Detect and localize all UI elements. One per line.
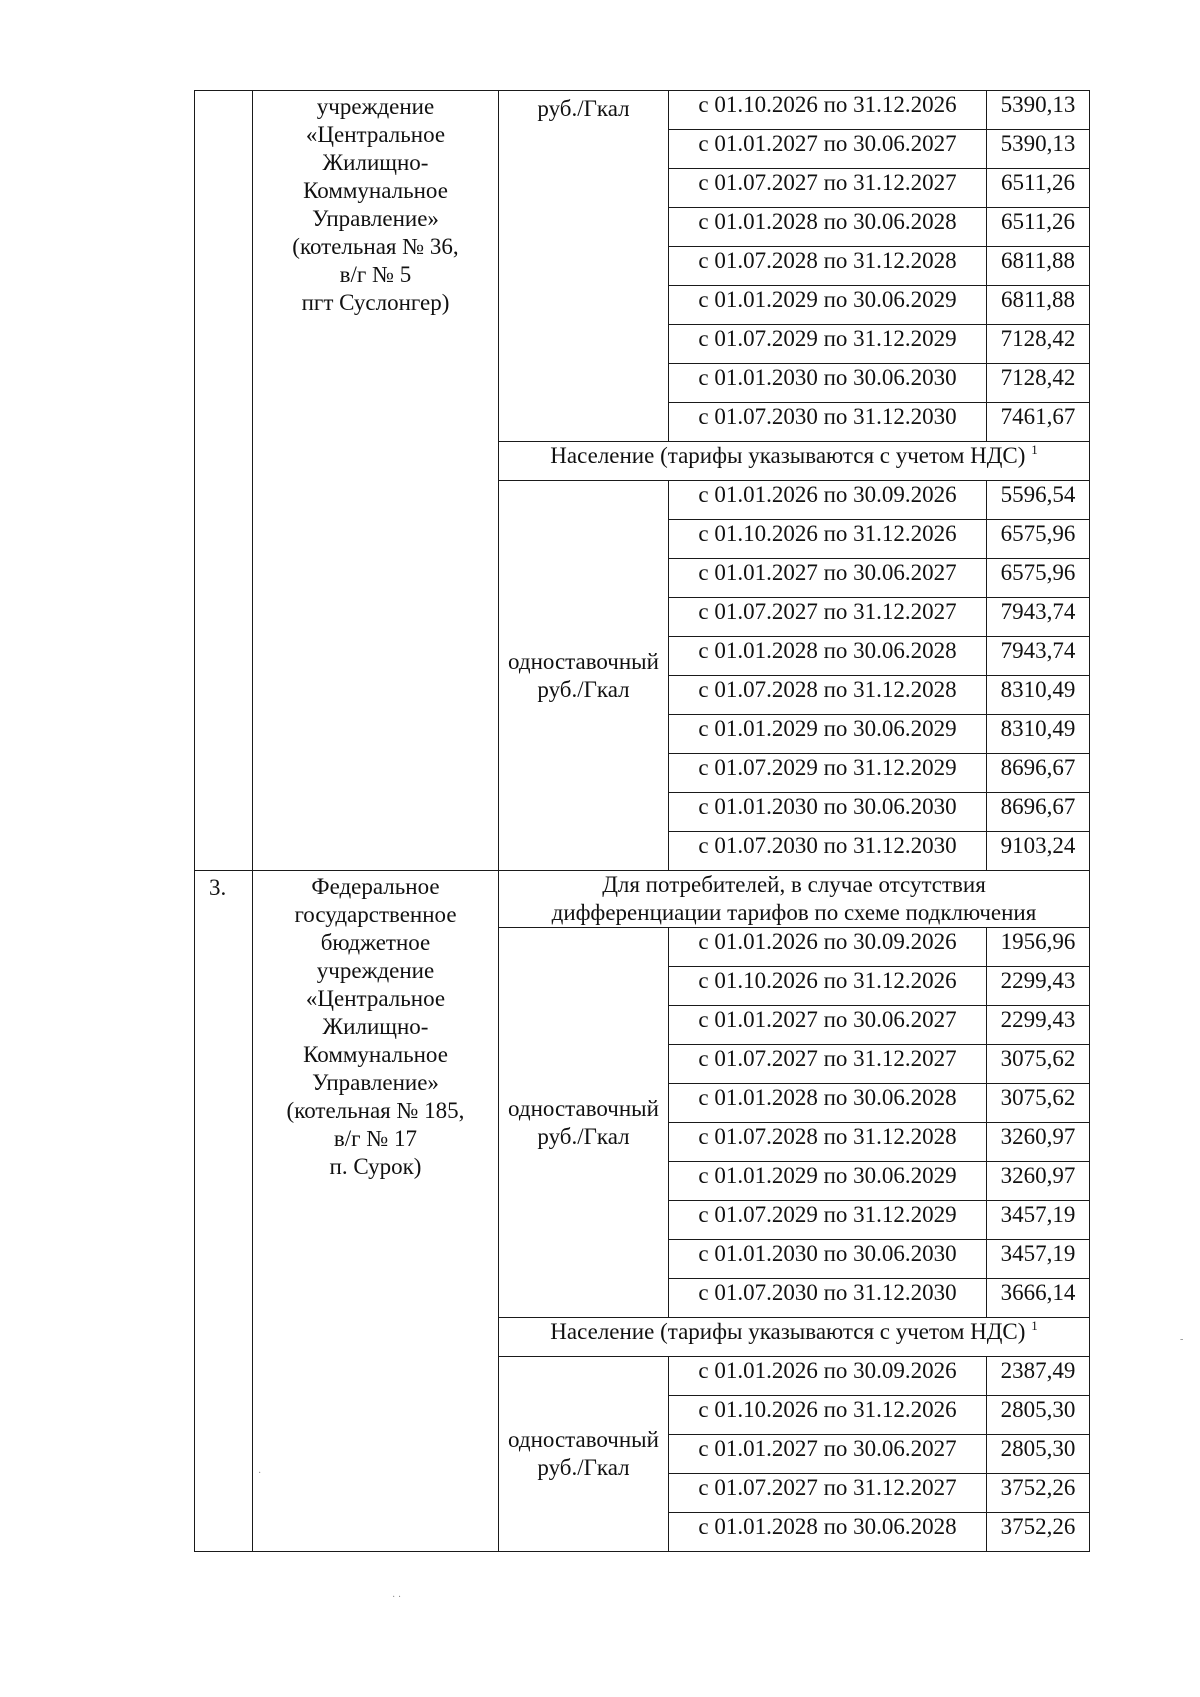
period-cell: с 01.07.2027 по 31.12.2027	[669, 169, 987, 208]
section-header-text: Для потребителей, в случае отсутствия дифференциации тарифов по схеме подключения	[551, 872, 1037, 925]
period-cell: с 01.07.2028 по 31.12.2028	[669, 676, 987, 715]
tariff-value-cell: 9103,24	[987, 832, 1090, 871]
period-cell: с 01.10.2026 по 31.12.2026	[669, 91, 987, 130]
tariff-value-cell: 3752,26	[987, 1474, 1090, 1513]
organization-cell	[253, 871, 499, 1552]
tariff-value-cell: 6575,96	[987, 520, 1090, 559]
tariff-value-cell: 5596,54	[987, 481, 1090, 520]
tariff-value-cell: 6811,88	[987, 286, 1090, 325]
organization-cell	[253, 91, 499, 871]
tariff-type-cell	[499, 91, 669, 442]
period-cell: с 01.01.2027 по 30.06.2027	[669, 1435, 987, 1474]
tariff-type-cell	[499, 1357, 669, 1552]
period-cell: с 01.01.2030 по 30.06.2030	[669, 1240, 987, 1279]
period-cell: с 01.01.2028 по 30.06.2028	[669, 637, 987, 676]
tariff-table	[194, 90, 1090, 1552]
period-cell: с 01.10.2026 по 31.12.2026	[669, 1396, 987, 1435]
tariff-value-cell: 8696,67	[987, 754, 1090, 793]
period-cell: с 01.07.2029 по 31.12.2029	[669, 1201, 987, 1240]
tariff-table-body	[195, 91, 1090, 1552]
footnote-marker: 1	[1031, 1318, 1038, 1333]
row-number: 3.	[209, 875, 227, 900]
row-number-cell	[195, 91, 253, 871]
tariff-value-cell: 6811,88	[987, 247, 1090, 286]
period-cell: с 01.01.2029 по 30.06.2029	[669, 286, 987, 325]
tariff-value-cell: 8310,49	[987, 715, 1090, 754]
section-header-text: Население (тарифы указываются с учетом НДС)	[550, 443, 1026, 468]
period-cell: с 01.01.2027 по 30.06.2027	[669, 559, 987, 598]
tariff-value-cell: 7128,42	[987, 325, 1090, 364]
tariff-type-cell-text: одноставочный руб./Гкал	[508, 1095, 659, 1149]
period-cell: с 01.10.2026 по 31.12.2026	[669, 967, 987, 1006]
table-row	[195, 871, 1090, 928]
tariff-type-cell-text: руб./Гкал	[537, 96, 630, 121]
tariff-value-cell: 8696,67	[987, 793, 1090, 832]
period-cell: с 01.01.2028 по 30.06.2028	[669, 1513, 987, 1552]
period-cell: с 01.01.2027 по 30.06.2027	[669, 1006, 987, 1045]
section-header	[499, 871, 1090, 928]
tariff-value-cell: 3457,19	[987, 1240, 1090, 1279]
period-cell: с 01.07.2030 по 31.12.2030	[669, 1279, 987, 1318]
tariff-value-cell: 1956,96	[987, 928, 1090, 967]
period-cell: с 01.01.2029 по 30.06.2029	[669, 1162, 987, 1201]
period-cell: с 01.01.2026 по 30.09.2026	[669, 481, 987, 520]
tariff-value-cell: 6511,26	[987, 208, 1090, 247]
tariff-type-cell-text: одноставочный руб./Гкал	[508, 648, 659, 702]
footnote-marker: 1	[1031, 442, 1038, 457]
section-header	[499, 1318, 1090, 1357]
period-cell: с 01.07.2027 по 31.12.2027	[669, 1045, 987, 1084]
period-cell: с 01.07.2030 по 31.12.2030	[669, 403, 987, 442]
tariff-value-cell: 3260,97	[987, 1123, 1090, 1162]
period-cell: с 01.01.2028 по 30.06.2028	[669, 1084, 987, 1123]
period-cell: с 01.01.2030 по 30.06.2030	[669, 364, 987, 403]
period-cell: с 01.01.2030 по 30.06.2030	[669, 793, 987, 832]
row-number-cell	[195, 871, 253, 1552]
section-header	[499, 442, 1090, 481]
tariff-value-cell: 5390,13	[987, 130, 1090, 169]
scan-speck: ·	[258, 1468, 262, 1479]
period-cell: с 01.01.2029 по 30.06.2029	[669, 715, 987, 754]
scan-speck: · ·	[392, 1592, 402, 1603]
period-cell: с 01.07.2027 по 31.12.2027	[669, 1474, 987, 1513]
tariff-value-cell: 6575,96	[987, 559, 1090, 598]
tariff-value-cell: 2805,30	[987, 1435, 1090, 1474]
tariff-value-cell: 8310,49	[987, 676, 1090, 715]
tariff-value-cell: 7943,74	[987, 598, 1090, 637]
period-cell: с 01.07.2029 по 31.12.2029	[669, 325, 987, 364]
tariff-value-cell: 2805,30	[987, 1396, 1090, 1435]
tariff-value-cell: 2387,49	[987, 1357, 1090, 1396]
tariff-value-cell: 7128,42	[987, 364, 1090, 403]
tariff-value-cell: 6511,26	[987, 169, 1090, 208]
scan-speck: -	[1180, 1334, 1184, 1345]
organization-cell-text: учреждение «Центральное Жилищно- Коммунальное Управление» (котельная № 36, в/г № 5 пгт Суслонгер)	[292, 94, 459, 315]
tariff-value-cell: 3752,26	[987, 1513, 1090, 1552]
tariff-value-cell: 2299,43	[987, 1006, 1090, 1045]
tariff-value-cell: 3075,62	[987, 1084, 1090, 1123]
tariff-value-cell: 2299,43	[987, 967, 1090, 1006]
period-cell: с 01.01.2028 по 30.06.2028	[669, 208, 987, 247]
period-cell: с 01.07.2029 по 31.12.2029	[669, 754, 987, 793]
tariff-value-cell: 7943,74	[987, 637, 1090, 676]
period-cell: с 01.01.2026 по 30.09.2026	[669, 928, 987, 967]
tariff-value-cell: 7461,67	[987, 403, 1090, 442]
tariff-type-cell-text: одноставочный руб./Гкал	[508, 1427, 659, 1480]
table-row	[195, 91, 1090, 130]
tariff-value-cell: 3260,97	[987, 1162, 1090, 1201]
tariff-value-cell: 3457,19	[987, 1201, 1090, 1240]
period-cell: с 01.01.2027 по 30.06.2027	[669, 130, 987, 169]
period-cell: с 01.07.2027 по 31.12.2027	[669, 598, 987, 637]
tariff-type-cell	[499, 928, 669, 1318]
tariff-value-cell: 5390,13	[987, 91, 1090, 130]
section-header-text: Население (тарифы указываются с учетом НДС)	[550, 1319, 1026, 1344]
period-cell: с 01.10.2026 по 31.12.2026	[669, 520, 987, 559]
organization-cell-text: Федеральное государственное бюджетное учреждение «Центральное Жилищно- Коммунальное Управление» (котельная № 185, в/г № 17 п. Сурок)	[286, 874, 465, 1179]
period-cell: с 01.07.2028 по 31.12.2028	[669, 247, 987, 286]
period-cell: с 01.07.2028 по 31.12.2028	[669, 1123, 987, 1162]
period-cell: с 01.07.2030 по 31.12.2030	[669, 832, 987, 871]
tariff-value-cell: 3075,62	[987, 1045, 1090, 1084]
tariff-type-cell	[499, 481, 669, 871]
tariff-value-cell: 3666,14	[987, 1279, 1090, 1318]
period-cell: с 01.01.2026 по 30.09.2026	[669, 1357, 987, 1396]
